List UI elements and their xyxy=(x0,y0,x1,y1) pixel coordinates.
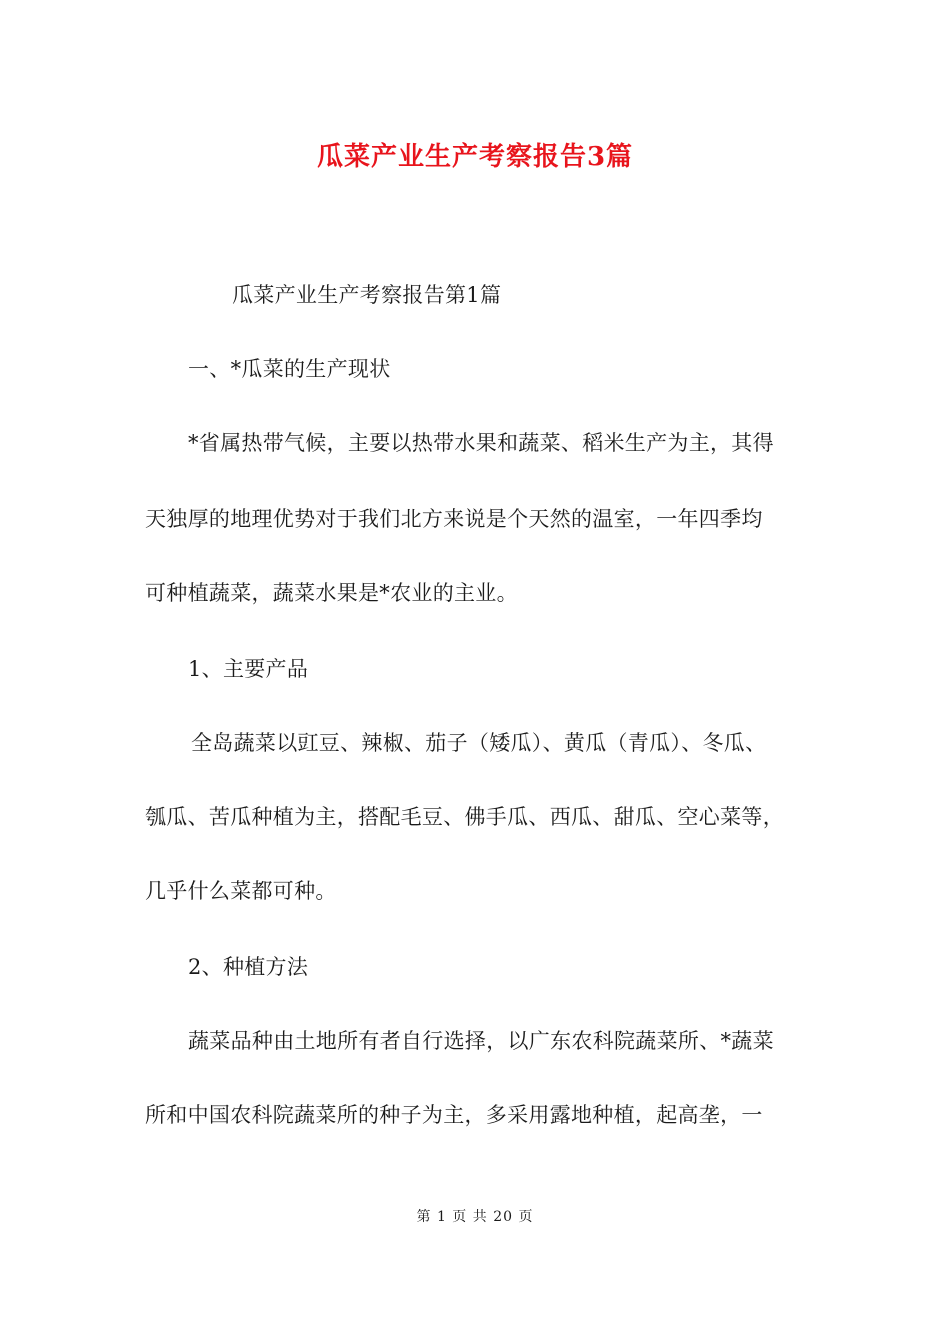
paragraph-line: 瓠瓜、苦瓜种植为主，搭配毛豆、佛手瓜、西瓜、甜瓜、空心菜等， xyxy=(145,805,784,829)
subsection-heading: 一、*瓜菜的生产现状 xyxy=(188,357,391,381)
list-heading: 1、主要产品 xyxy=(188,657,309,681)
section-heading: 瓜菜产业生产考察报告第1篇 xyxy=(232,283,502,307)
paragraph-line: 全岛蔬菜以豇豆、辣椒、茄子（矮瓜）、黄瓜（青瓜）、冬瓜、 xyxy=(191,731,767,755)
list-heading: 2、种植方法 xyxy=(188,955,309,979)
paragraph-line: 可种植蔬菜，蔬菜水果是*农业的主业。 xyxy=(145,581,518,605)
page-footer: 第 1 页 共 20 页 xyxy=(416,1209,534,1225)
paragraph-line: 蔬菜品种由土地所有者自行选择，以广东农科院蔬菜所、*蔬菜 xyxy=(188,1029,774,1053)
document-title: 瓜菜产业生产考察报告3篇 xyxy=(316,142,634,172)
paragraph-line: *省属热带气候，主要以热带水果和蔬菜、稻米生产为主，其得 xyxy=(188,431,774,455)
paragraph-line: 几乎什么菜都可种。 xyxy=(145,879,337,903)
paragraph-line: 所和中国农科院蔬菜所的种子为主，多采用露地种植，起高垄，一 xyxy=(145,1103,763,1127)
paragraph-line: 天独厚的地理优势对于我们北方来说是个天然的温室，一年四季均 xyxy=(145,507,763,531)
